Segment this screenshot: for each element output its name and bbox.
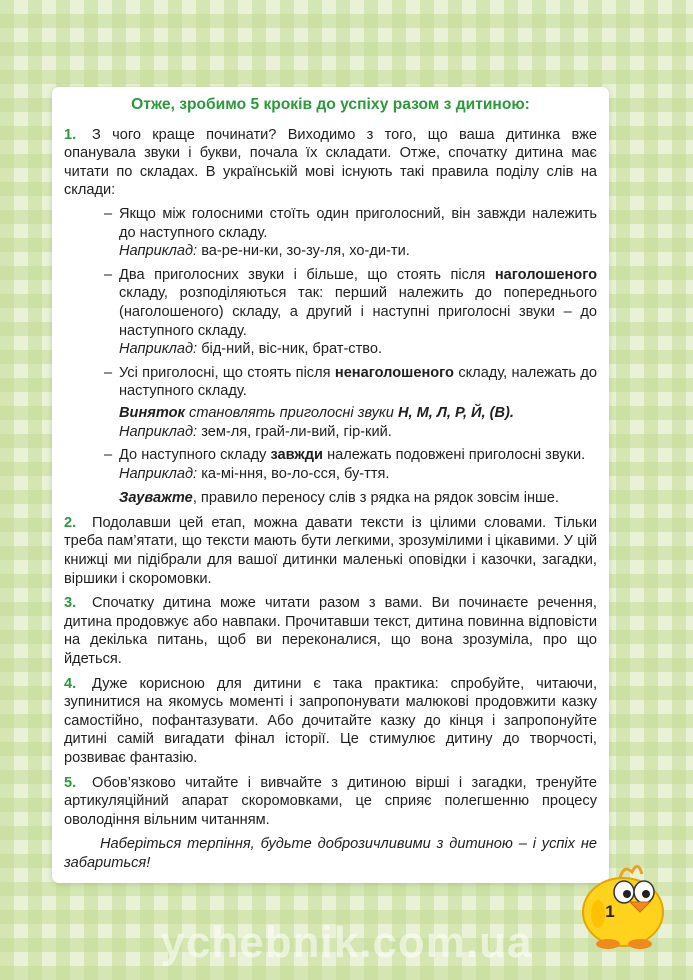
step-number: 4. xyxy=(64,675,77,692)
step-number: 2. xyxy=(64,514,77,531)
step-4 xyxy=(64,675,597,768)
rule-example: Наприклад: бід-ний, віс-ник, брат-ство. xyxy=(119,341,383,358)
rule-item: – До наступного складу завжди належать подовжені приголосні звуки. xyxy=(104,447,586,464)
rule-note: Зауважте, правило переносу слів з рядка на рядок зовсім інше. xyxy=(119,490,559,507)
step-text: Спочатку дитина може читати разом з вами. Ви починаєте речення, дитина продовжує або навпаки. Прочитавши текст, дитина повинна відповісти на декілька питань, щоб ви переконалися, що вона зрозуміла, про що йдеться. xyxy=(64,595,597,668)
page-number: 1 xyxy=(605,902,615,921)
rule-example: Наприклад: ва-ре-ни-ки, зо-зу-ля, хо-ди-ти. xyxy=(119,243,410,260)
closing-text: Наберіться терпіння, будьте доброзичливими з дитиною – і успіх не забариться! xyxy=(64,836,597,871)
rule-item: – Усі приголосні, що стоять після ненаголошеного складу, належать до наступного складу. xyxy=(104,364,597,400)
step-number: 1. xyxy=(64,126,77,143)
step-5 xyxy=(64,774,597,830)
rule-example: Наприклад: зем-ля, грай-ли-вий, гір-кий. xyxy=(119,423,392,440)
step-number: 3. xyxy=(64,595,77,612)
step-3 xyxy=(64,594,597,668)
step-number: 5. xyxy=(64,774,77,791)
step-text: Обов’язково читайте і вивчайте з дитиною вірші і загадки, тренуйте артикуляційний апарат скоромовками, це сприяє полегшенню процесу оволодіння вільним читанням. xyxy=(64,774,597,828)
step-text: З чого краще починати? Виходимо з того, що ваша дитинка вже опанувала звуки і букви, почала їх складати. Отже, спочатку дитина має читати по складах. В українській мові існують такі правила поділу слів на склади: xyxy=(64,126,597,199)
rule-item: – Два приголосних звуки і більше, що стоять після наголошеного складу, розподіляються так: перший належить до попереднього (наголошеного) складу, а другий і наступні приголосні звуки – до наступного складу. xyxy=(104,266,598,339)
step-text: Дуже корисною для дитини є така практика: спробуйте, читаючи, зупинитися на якомусь моменті і запропонувати малюкові продовжити казку самостійно, пофантазувати. Або дочитайте казку до кінця і запропонуйте дитині самій вигадати фінал історії. Це стимулює дитину до творчості, розвиває фантазію. xyxy=(64,675,597,766)
watermark: ychebnik.com.ua xyxy=(160,918,533,967)
page-heading: Отже, зробимо 5 кроків до успіху разом з дитиною: xyxy=(131,96,530,113)
step-2 xyxy=(64,514,597,588)
rule-exception: Виняток становлять приголосні звуки Н, М, Л, Р, Й, (В). xyxy=(119,404,514,421)
page-content xyxy=(64,96,597,873)
step-1 xyxy=(64,126,597,508)
step-text: Подолавши цей етап, можна давати тексти із цілими словами. Тільки треба пам’ятати, що тексти мають бути легкими, зрозумілими і цікавими. У цій книжці ми підібрали для вашої дитинки маленькі оповідки і казочки, загадки, віршики і скоромовки. xyxy=(64,514,597,587)
rule-item: – Якщо між голосними стоїть один приголосний, він завжди належить до наступного складу. xyxy=(104,205,597,241)
rule-example: Наприклад: ка-мі-ння, во-ло-сся, бу-ття. xyxy=(119,465,390,482)
